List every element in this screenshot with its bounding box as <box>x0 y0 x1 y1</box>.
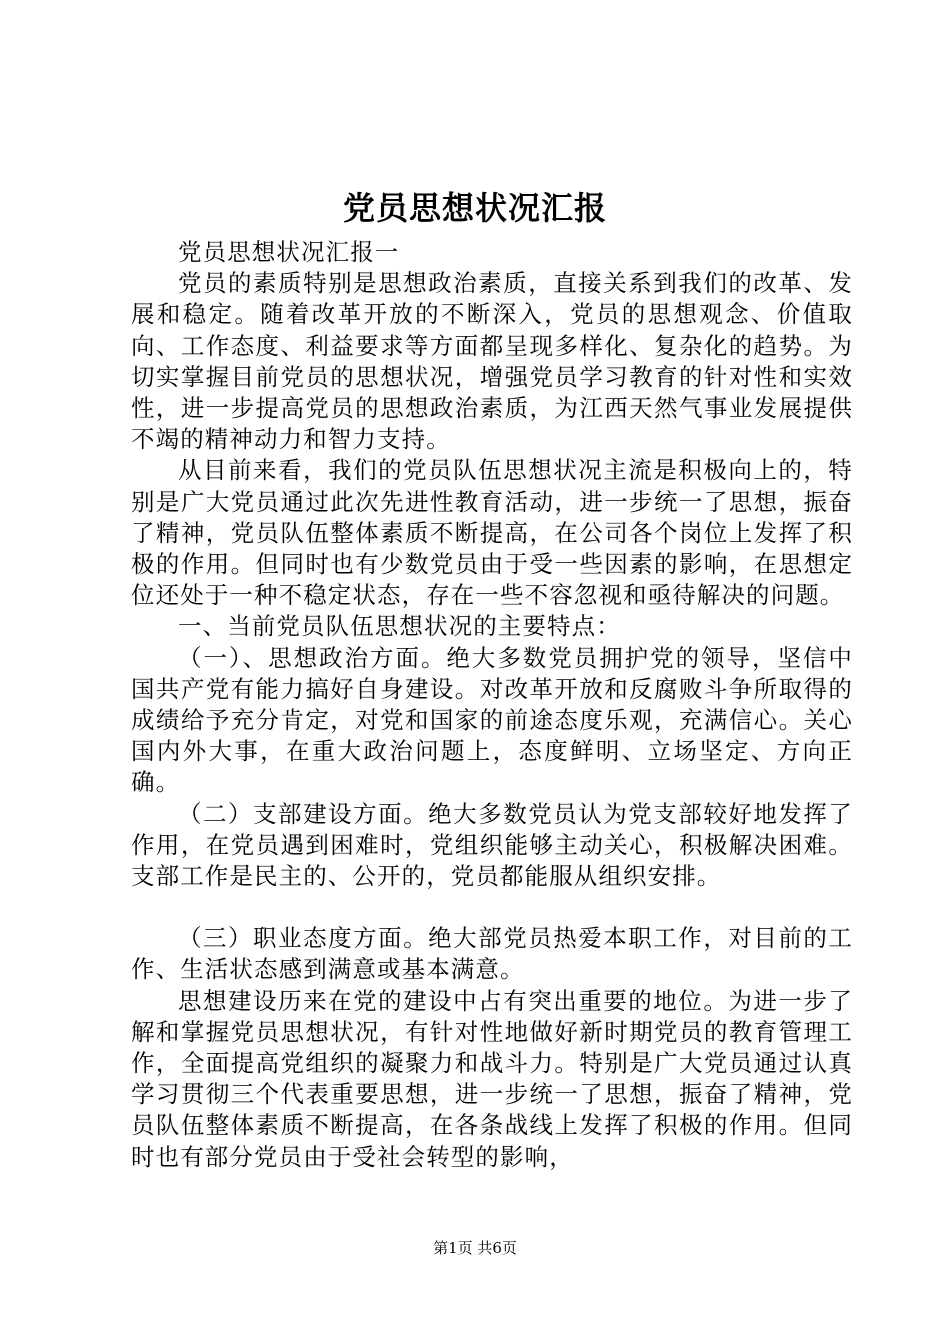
page-footer: 第1页 共6页 <box>433 1239 517 1257</box>
paragraph-branch: （二）支部建设方面。绝大多数党员认为党支部较好地发挥了作用，在党员遇到困难时，党组织能够主动关心，积极解决困难。支部工作是民主的、公开的，党员都能服从组织安排。 <box>131 799 853 891</box>
paragraph-political: （一）、思想政治方面。绝大多数党员拥护党的领导，坚信中国共产党有能力搞好自身建设。对改革开放和反腐败斗争所取得的成绩给予充分肯定，对党和国家的前途态度乐观，充满信心。关心国内外大事，在重大政治问题上，态度鲜明、立场坚定、方向正确。 <box>131 643 853 797</box>
document-title: 党员思想状况汇报 <box>342 189 607 227</box>
paragraph-career: （三）职业态度方面。绝大部党员热爱本职工作，对目前的工作、生活状态感到满意或基本满意。 <box>131 924 853 984</box>
paragraph-ideology: 思想建设历来在党的建设中占有突出重要的地位。为进一步了解和掌握党员思想状况，有针对性地做好新时期党员的教育管理工作，全面提高党组织的凝聚力和战斗力。特别是广大党员通过认真学习贯彻三个代表重要思想，进一步统一了思想，振奋了精神，党员队伍整体素质不断提高，在各条战线上发挥了积极的作用。但同时也有部分党员由于受社会转型的影响， <box>131 986 853 1171</box>
document-body <box>131 237 853 1173</box>
paragraph-intro: 党员的素质特别是思想政治素质，直接关系到我们的改革、发展和稳定。随着改革开放的不断深入，党员的思想观念、价值取向、工作态度、利益要求等方面都呈现多样化、复杂化的趋势。为切实掌握目前党员的思想状况，增强党员学习教育的针对性和实效性，进一步提高党员的思想政治素质，为江西天然气事业发展提供不竭的精神动力和智力支持。 <box>131 269 853 454</box>
section-heading-features: 一、当前党员队伍思想状况的主要特点： <box>178 612 621 641</box>
section-heading-1: 党员思想状况汇报一 <box>178 238 400 266</box>
paragraph-overview: 从目前来看，我们的党员队伍思想状况主流是积极向上的，特别是广大党员通过此次先进性教育活动，进一步统一了思想，振奋了精神，党员队伍整体素质不断提高，在公司各个岗位上发挥了积极的作用。但同时也有少数党员由于受一些因素的影响，在思想定位还处于一种不稳定状态，存在一些不容忽视和亟待解决的问题。 <box>131 456 853 610</box>
